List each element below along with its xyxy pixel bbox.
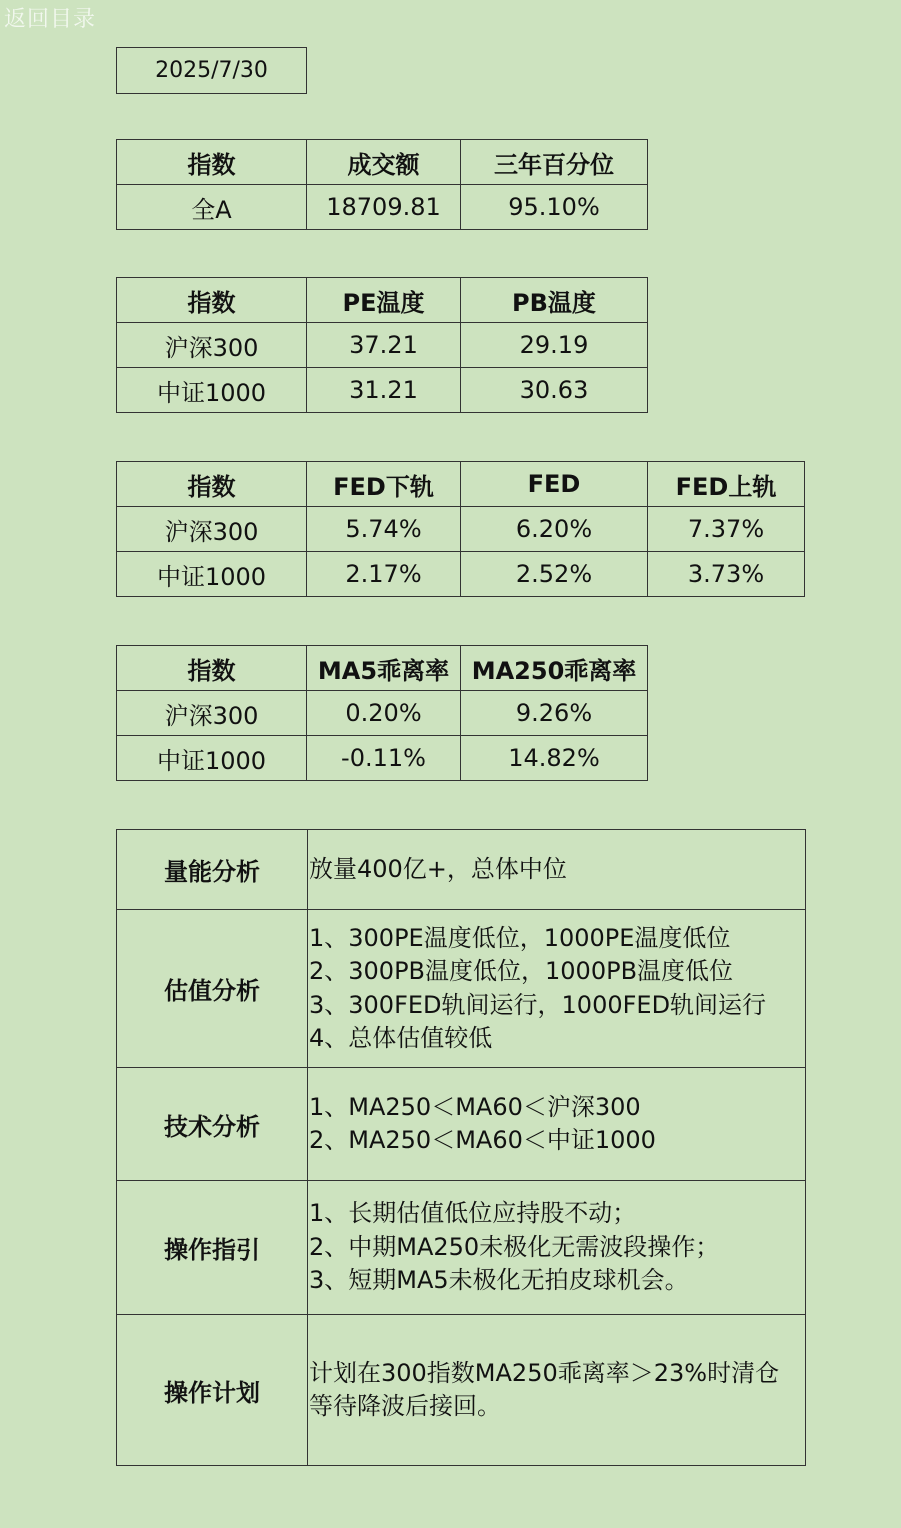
column-header: MA5乖离率 <box>307 646 461 691</box>
table-header-row <box>117 278 648 323</box>
analysis-label: 估值分析 <box>117 910 308 1068</box>
analysis-label: 操作计划 <box>117 1315 308 1466</box>
analysis-line: 计划在300指数MA250乖离率＞23%时清仓 <box>309 1358 780 1387</box>
analysis-content <box>308 830 806 910</box>
analysis-content <box>308 910 806 1068</box>
analysis-line: 2、300PB温度低位，1000PB温度低位 <box>309 957 734 985</box>
table-row <box>117 691 648 736</box>
analysis-table <box>116 829 806 1466</box>
analysis-row-plan <box>117 1315 806 1466</box>
table-cell: 5.74% <box>307 507 461 552</box>
column-header: 指数 <box>117 646 307 691</box>
turnover-table <box>116 139 648 230</box>
analysis-row-volume <box>117 830 806 910</box>
analysis-line: 等待降波后接回。 <box>309 1392 501 1420</box>
table-cell: 沪深300 <box>117 323 307 368</box>
column-header: 指数 <box>117 278 307 323</box>
table-cell: 2.52% <box>461 552 648 597</box>
analysis-content <box>308 1181 806 1315</box>
table-cell: 3.73% <box>648 552 805 597</box>
analysis-label: 技术分析 <box>117 1068 308 1181</box>
table-header-row <box>117 646 648 691</box>
table-cell: 30.63 <box>461 368 648 413</box>
column-header: MA250乖离率 <box>461 646 648 691</box>
column-header: FED下轨 <box>307 462 461 507</box>
analysis-line: 4、总体估值较低 <box>309 1024 493 1052</box>
analysis-line: 1、300PE温度低位，1000PE温度低位 <box>309 923 731 952</box>
table-cell: 中证1000 <box>117 368 307 413</box>
table-row <box>117 552 805 597</box>
table-row <box>117 185 648 230</box>
table-cell: 6.20% <box>461 507 648 552</box>
report-date: 2025/7/30 <box>116 47 307 94</box>
table-header-row <box>117 140 648 185</box>
analysis-row-guidance <box>117 1181 806 1315</box>
table-cell: 全A <box>117 185 307 230</box>
table-cell: 29.19 <box>461 323 648 368</box>
column-header: FED上轨 <box>648 462 805 507</box>
table-cell: 37.21 <box>307 323 461 368</box>
analysis-content <box>308 1315 806 1466</box>
table-cell: 9.26% <box>461 691 648 736</box>
table-cell: -0.11% <box>307 736 461 781</box>
valuation-temperature-table <box>116 277 648 413</box>
ma-deviation-table <box>116 645 648 781</box>
fed-band-table <box>116 461 805 597</box>
table-cell: 31.21 <box>307 368 461 413</box>
analysis-label: 操作指引 <box>117 1181 308 1315</box>
table-cell: 2.17% <box>307 552 461 597</box>
analysis-line: 2、中期MA250未极化无需波段操作； <box>309 1232 720 1261</box>
analysis-line: 3、300FED轨间运行，1000FED轨间运行 <box>309 990 767 1019</box>
table-cell: 中证1000 <box>117 552 307 597</box>
column-header: 三年百分位 <box>461 140 648 185</box>
table-row <box>117 368 648 413</box>
analysis-line: 放量400亿+，总体中位 <box>309 854 567 883</box>
table-cell: 18709.81 <box>307 185 461 230</box>
column-header: FED <box>461 462 648 507</box>
table-cell: 7.37% <box>648 507 805 552</box>
column-header: 成交额 <box>307 140 461 185</box>
table-cell: 沪深300 <box>117 691 307 736</box>
column-header: PE温度 <box>307 278 461 323</box>
analysis-line: 1、MA250＜MA60＜沪深300 <box>309 1092 641 1121</box>
table-cell: 沪深300 <box>117 507 307 552</box>
analysis-label: 量能分析 <box>117 830 308 910</box>
table-row <box>117 507 805 552</box>
table-header-row <box>117 462 805 507</box>
table-cell: 14.82% <box>461 736 648 781</box>
column-header: 指数 <box>117 462 307 507</box>
table-cell: 0.20% <box>307 691 461 736</box>
table-cell: 95.10% <box>461 185 648 230</box>
analysis-row-technical <box>117 1068 806 1181</box>
back-to-index-link[interactable]: 返回目录 <box>4 7 97 32</box>
analysis-line: 1、长期估值低位应持股不动； <box>309 1199 637 1228</box>
analysis-row-valuation <box>117 910 806 1068</box>
column-header: PB温度 <box>461 278 648 323</box>
table-row <box>117 736 648 781</box>
column-header: 指数 <box>117 140 307 185</box>
table-cell: 中证1000 <box>117 736 307 781</box>
analysis-line: 2、MA250＜MA60＜中证1000 <box>309 1126 656 1154</box>
analysis-content <box>308 1068 806 1181</box>
analysis-line: 3、短期MA5未极化无拍皮球机会。 <box>309 1266 689 1295</box>
table-row <box>117 323 648 368</box>
